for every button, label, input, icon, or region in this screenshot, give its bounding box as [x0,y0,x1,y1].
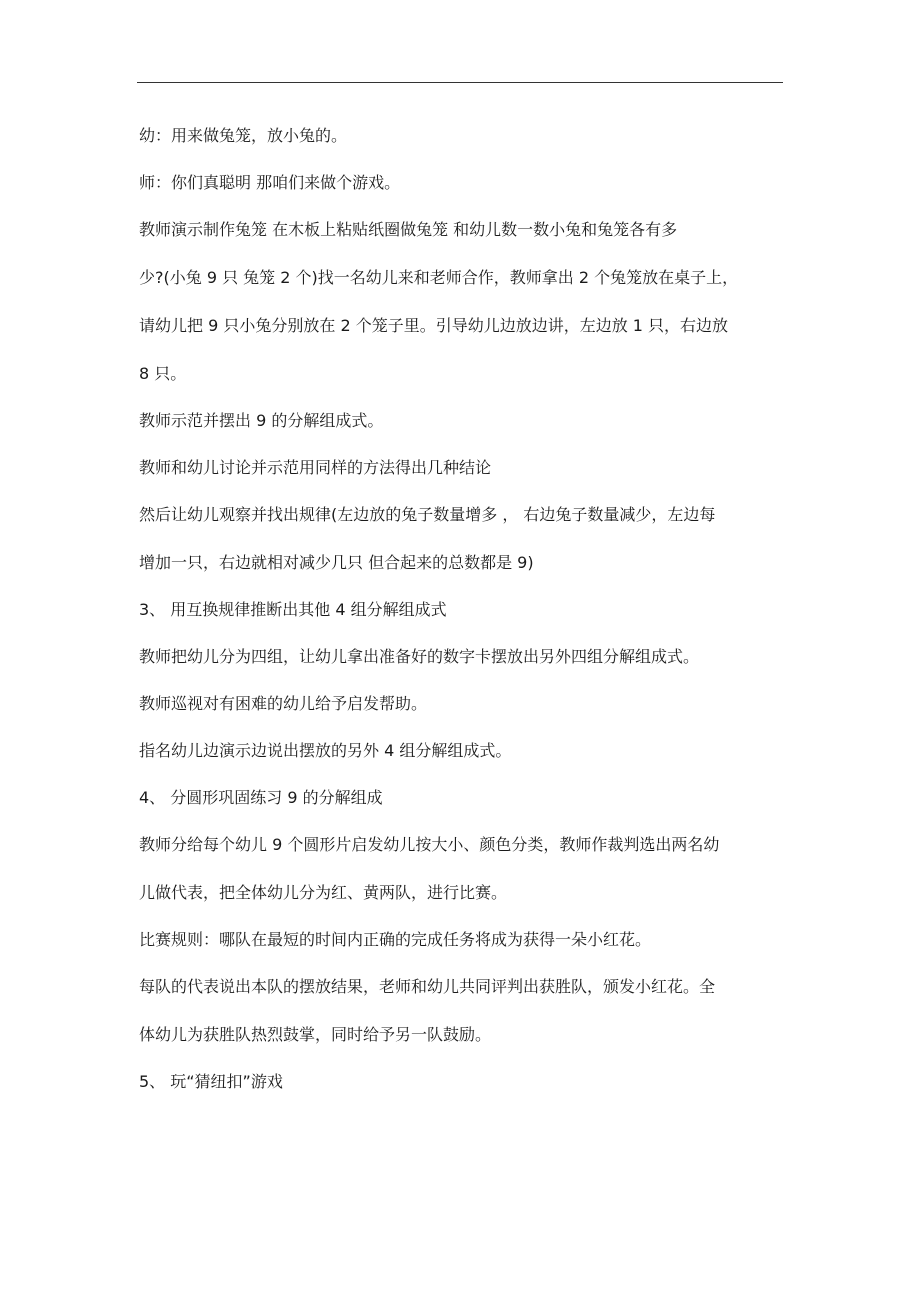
section-heading: 3、 用互换规律推断出其他 4 组分解组成式 [139,600,447,619]
text-line: 儿做代表，把全体幼儿分为红、黄两队，进行比赛。 [139,883,508,902]
text-line: 每队的代表说出本队的摆放结果，老师和幼儿共同评判出获胜队，颁发小红花。全 [139,977,716,996]
text-line: 教师分给每个幼儿 9 个圆形片启发幼儿按大小、颜色分类，教师作裁判选出两名幼 [139,835,720,854]
header-rule [137,82,783,83]
text-line: 体幼儿为获胜队热烈鼓掌，同时给予另一队鼓励。 [139,1025,492,1044]
text-line: 教师巡视对有困难的幼儿给予启发帮助。 [139,694,428,713]
text-line: 师：你们真聪明 那咱们来做个游戏。 [139,173,401,192]
text-line: 教师演示制作兔笼 在木板上粘贴纸圈做兔笼 和幼儿数一数小兔和兔笼各有多 [139,220,678,239]
text-line: 然后让幼儿观察并找出规律(左边放的兔子数量增多 ， 右边兔子数量减少，左边每 [139,505,716,524]
text-line: 增加一只，右边就相对减少几只 但合起来的总数都是 9) [139,553,534,572]
text-line: 少?(小兔 9 只 兔笼 2 个)找一名幼儿来和老师合作，教师拿出 2 个兔笼放在桌子上， [139,268,739,287]
text-line: 幼：用来做兔笼，放小兔的。 [139,126,348,145]
text-line: 请幼儿把 9 只小兔分别放在 2 个笼子里。引导幼儿边放边讲，左边放 1 只，右边放 [139,316,729,335]
text-line: 比赛规则：哪队在最短的时间内正确的完成任务将成为获得一朵小红花。 [139,930,652,949]
text-line: 指名幼儿边演示边说出摆放的另外 4 组分解组成式。 [139,741,512,760]
text-line: 教师示范并摆出 9 的分解组成式。 [139,411,384,430]
text-line: 教师把幼儿分为四组，让幼儿拿出准备好的数字卡摆放出另外四组分解组成式。 [139,647,700,666]
section-heading: 4、 分圆形巩固练习 9 的分解组成 [139,788,383,807]
text-line: 8 只。 [139,364,187,383]
text-line: 教师和幼儿讨论并示范用同样的方法得出几种结论 [139,458,492,477]
document-body [139,124,789,1117]
section-heading: 5、 玩“猜纽扣”游戏 [139,1072,283,1091]
